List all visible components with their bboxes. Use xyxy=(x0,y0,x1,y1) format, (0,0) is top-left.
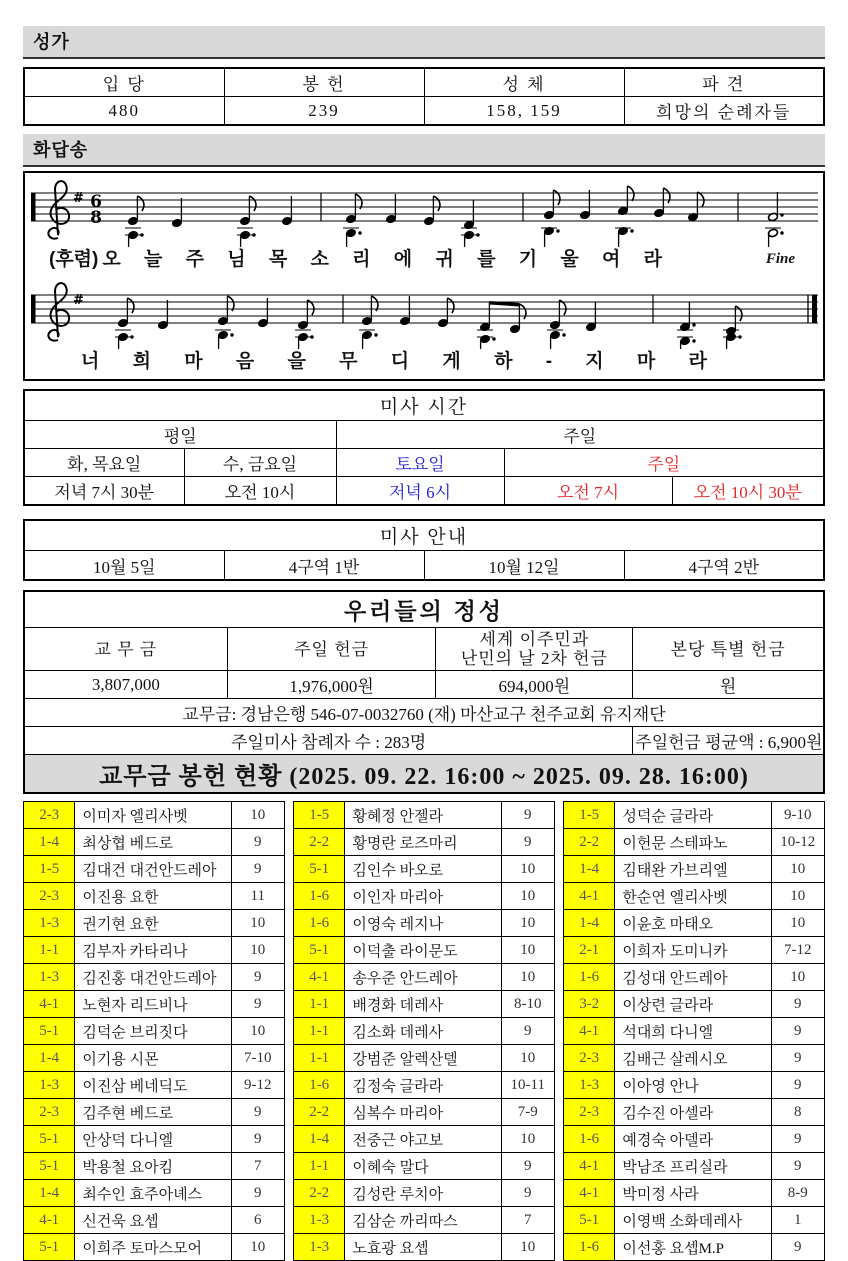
zone-cell: 5-1 xyxy=(24,1126,75,1153)
zone-cell: 2-3 xyxy=(24,883,75,910)
zone-cell: 1-6 xyxy=(294,910,345,937)
months-cell: 10 xyxy=(771,883,824,910)
zone-cell: 1-3 xyxy=(24,964,75,991)
zone-cell: 5-1 xyxy=(24,1234,75,1261)
zone-cell: 3-2 xyxy=(564,991,615,1018)
zone-cell: 1-1 xyxy=(294,1045,345,1072)
contribution-row xyxy=(294,991,555,1018)
name-cell: 이선홍 요셉M.P xyxy=(615,1234,771,1261)
hymn-offertory-number: 239 xyxy=(224,97,424,126)
months-cell: 7 xyxy=(231,1153,284,1180)
zone-cell: 5-1 xyxy=(564,1207,615,1234)
name-cell: 김주현 베드로 xyxy=(75,1099,231,1126)
name-cell: 이희자 도미니카 xyxy=(615,937,771,964)
months-cell: 9 xyxy=(771,1045,824,1072)
contribution-row xyxy=(564,991,825,1018)
name-cell: 강범준 알렉산델 xyxy=(345,1045,501,1072)
months-cell: 9 xyxy=(231,1126,284,1153)
name-cell: 이인자 마리아 xyxy=(345,883,501,910)
months-cell: 10 xyxy=(501,883,554,910)
contribution-row xyxy=(564,1153,825,1180)
head-church-dues: 교 무 금 xyxy=(24,628,227,671)
zone-cell: 5-1 xyxy=(294,856,345,883)
months-cell: 9 xyxy=(231,1180,284,1207)
contribution-row xyxy=(24,910,285,937)
contribution-row xyxy=(294,1099,555,1126)
name-cell: 노효광 요셉 xyxy=(345,1234,501,1261)
fine-marking: Fine xyxy=(765,251,795,267)
name-cell: 김소화 데레사 xyxy=(345,1018,501,1045)
contribution-row xyxy=(294,1234,555,1261)
zone-cell: 1-1 xyxy=(294,991,345,1018)
lyrics-line-1 xyxy=(25,247,823,275)
zone-cell: 2-1 xyxy=(564,937,615,964)
contribution-row xyxy=(564,1234,825,1261)
name-cell: 이영백 소화데레사 xyxy=(615,1207,771,1234)
contribution-table-1 xyxy=(23,801,285,1261)
time-tue-thu: 저녁 7시 30분 xyxy=(24,477,184,506)
months-cell: 10 xyxy=(501,910,554,937)
hymn-value-row xyxy=(24,97,824,126)
col-saturday: 토요일 xyxy=(336,449,504,477)
months-cell: 10 xyxy=(771,964,824,991)
name-cell: 전중근 야고보 xyxy=(345,1126,501,1153)
months-cell: 8-10 xyxy=(501,991,554,1018)
months-cell: 10 xyxy=(231,1234,284,1261)
zone-cell: 1-6 xyxy=(294,883,345,910)
zone-cell: 1-4 xyxy=(294,1126,345,1153)
guide-group-2: 4구역 2반 xyxy=(624,551,824,581)
zone-cell: 2-3 xyxy=(24,1099,75,1126)
months-cell: 7-10 xyxy=(231,1045,284,1072)
months-cell: 9 xyxy=(501,829,554,856)
zone-cell: 2-2 xyxy=(294,829,345,856)
contribution-row xyxy=(24,937,285,964)
contribution-row xyxy=(564,829,825,856)
months-cell: 9 xyxy=(231,991,284,1018)
value-parish-special: 원 xyxy=(633,671,824,699)
name-cell: 김대건 대건안드레아 xyxy=(75,856,231,883)
zone-cell: 1-6 xyxy=(564,964,615,991)
months-cell: 9-12 xyxy=(231,1072,284,1099)
name-cell: 노현자 리드비나 xyxy=(75,991,231,1018)
contribution-row xyxy=(24,964,285,991)
zone-cell: 1-3 xyxy=(564,1072,615,1099)
contribution-row xyxy=(294,910,555,937)
contribution-row xyxy=(294,937,555,964)
months-cell: 10 xyxy=(501,1234,554,1261)
guide-date-2: 10월 12일 xyxy=(424,551,624,581)
music-system-2 xyxy=(25,277,823,349)
contribution-row xyxy=(564,1018,825,1045)
name-cell: 박남조 프리실라 xyxy=(615,1153,771,1180)
zone-cell: 1-4 xyxy=(24,1045,75,1072)
lyrics-text-2: 너 희 마 음 을 무 디 게 하 - 지 마 라 xyxy=(81,351,721,372)
contribution-row xyxy=(24,1126,285,1153)
months-cell: 9 xyxy=(231,856,284,883)
months-cell: 11 xyxy=(231,883,284,910)
name-cell: 김부자 카타리나 xyxy=(75,937,231,964)
contribution-row xyxy=(564,1045,825,1072)
hymn-recessional-name: 희망의 순례자들 xyxy=(624,97,824,126)
months-cell: 9 xyxy=(501,1018,554,1045)
months-cell: 10 xyxy=(771,856,824,883)
months-cell: 9 xyxy=(771,1234,824,1261)
months-cell: 8-9 xyxy=(771,1180,824,1207)
mass-guide-table xyxy=(23,519,825,581)
guide-date-1: 10월 5일 xyxy=(24,551,224,581)
value-special-collection: 694,000원 xyxy=(436,671,633,699)
name-cell: 김성대 안드레아 xyxy=(615,964,771,991)
name-cell: 석대희 다니엘 xyxy=(615,1018,771,1045)
zone-cell: 1-1 xyxy=(24,937,75,964)
contribution-row xyxy=(24,1180,285,1207)
music-staff-1 xyxy=(25,175,823,247)
contribution-row xyxy=(564,1072,825,1099)
zone-cell: 4-1 xyxy=(564,1153,615,1180)
name-cell: 이헌문 스테파노 xyxy=(615,829,771,856)
zone-cell: 2-3 xyxy=(24,802,75,829)
time-sunday-late: 오전 10시 30분 xyxy=(672,477,824,506)
contribution-row xyxy=(24,829,285,856)
mass-times-table xyxy=(23,389,825,506)
months-cell: 10 xyxy=(501,964,554,991)
zone-cell: 1-3 xyxy=(294,1207,345,1234)
name-cell: 황혜정 안젤라 xyxy=(345,802,501,829)
contribution-row xyxy=(564,883,825,910)
lyrics-line-2 xyxy=(25,349,823,377)
zone-cell: 4-1 xyxy=(564,883,615,910)
contribution-table-2 xyxy=(293,801,555,1261)
zone-cell: 1-6 xyxy=(294,1072,345,1099)
contribution-row xyxy=(564,937,825,964)
attendees-count: 주일미사 참례자 수 : 283명 xyxy=(24,727,633,755)
name-cell: 한순연 엘리사벳 xyxy=(615,883,771,910)
months-cell: 10 xyxy=(231,910,284,937)
bulletin-page xyxy=(23,0,825,1261)
name-cell: 권기현 요한 xyxy=(75,910,231,937)
hymn-communion-number: 158, 159 xyxy=(424,97,624,126)
music-system-1 xyxy=(25,175,823,247)
svg-text:#: # xyxy=(73,191,84,206)
months-cell: 9 xyxy=(501,1180,554,1207)
contribution-row xyxy=(294,1153,555,1180)
contribution-row xyxy=(294,1126,555,1153)
head-parish-special: 본당 특별 헌금 xyxy=(633,628,824,671)
zone-cell: 4-1 xyxy=(564,1180,615,1207)
value-church-dues: 3,807,000 xyxy=(24,671,227,699)
months-cell: 6 xyxy=(231,1207,284,1234)
contribution-row xyxy=(24,991,285,1018)
time-wed-fri: 오전 10시 xyxy=(184,477,336,506)
months-cell: 10 xyxy=(231,802,284,829)
contribution-table-3 xyxy=(563,801,825,1261)
offerings-title: 우리들의 정성 xyxy=(24,591,824,628)
name-cell: 김태완 가브리엘 xyxy=(615,856,771,883)
months-cell: 8 xyxy=(771,1099,824,1126)
zone-cell: 2-2 xyxy=(294,1180,345,1207)
name-cell: 이기용 시몬 xyxy=(75,1045,231,1072)
col-wed-fri: 수, 금요일 xyxy=(184,449,336,477)
mass-times-title: 미사 시간 xyxy=(24,390,824,421)
svg-text:#: # xyxy=(73,293,84,308)
months-cell: 10 xyxy=(231,1018,284,1045)
col-sunday: 주일 xyxy=(504,449,824,477)
months-cell: 7-9 xyxy=(501,1099,554,1126)
zone-cell: 1-1 xyxy=(294,1018,345,1045)
months-cell: 9-10 xyxy=(771,802,824,829)
name-cell: 김성란 루치아 xyxy=(345,1180,501,1207)
name-cell: 성덕순 글라라 xyxy=(615,802,771,829)
contribution-row xyxy=(294,856,555,883)
name-cell: 이진삼 베네딕도 xyxy=(75,1072,231,1099)
contribution-row xyxy=(24,1018,285,1045)
music-staff-2 xyxy=(25,277,823,349)
contribution-row xyxy=(294,1207,555,1234)
name-cell: 김덕순 브리짓다 xyxy=(75,1018,231,1045)
hymn-col-offertory: 봉 헌 xyxy=(224,68,424,97)
months-cell: 9 xyxy=(231,829,284,856)
name-cell: 이상련 글라라 xyxy=(615,991,771,1018)
contribution-row xyxy=(24,802,285,829)
hymn-col-communion: 성 체 xyxy=(424,68,624,97)
name-cell: 김삼순 까리따스 xyxy=(345,1207,501,1234)
name-cell: 황명란 로즈마리 xyxy=(345,829,501,856)
zone-cell: 1-3 xyxy=(24,1072,75,1099)
zone-cell: 1-5 xyxy=(294,802,345,829)
time-signature-bottom: 8 xyxy=(90,208,102,228)
months-cell: 10 xyxy=(501,1126,554,1153)
name-cell: 안상덕 다니엘 xyxy=(75,1126,231,1153)
months-cell: 10 xyxy=(231,937,284,964)
zone-cell: 2-2 xyxy=(294,1099,345,1126)
contribution-row xyxy=(24,856,285,883)
contribution-row xyxy=(24,1234,285,1261)
months-cell: 10 xyxy=(501,856,554,883)
zone-cell: 1-4 xyxy=(24,1180,75,1207)
zone-cell: 1-4 xyxy=(564,856,615,883)
name-cell: 이진용 요한 xyxy=(75,883,231,910)
months-cell: 10-11 xyxy=(501,1072,554,1099)
contribution-report-title: 교무금 봉헌 현황 (2025. 09. 22. 16:00 ~ 2025. 09. 28. 16:00) xyxy=(24,755,824,794)
zone-cell: 1-3 xyxy=(294,1234,345,1261)
time-saturday: 저녁 6시 xyxy=(336,477,504,506)
hymn-section-title: 성가 xyxy=(33,32,70,52)
time-signature-top: 6 xyxy=(90,192,102,212)
guide-group-1: 4구역 1반 xyxy=(224,551,424,581)
name-cell: 이덕출 라이문도 xyxy=(345,937,501,964)
zone-cell: 5-1 xyxy=(24,1153,75,1180)
zone-cell: 1-4 xyxy=(564,910,615,937)
months-cell: 9 xyxy=(501,1153,554,1180)
bank-account-row: 교무금: 경남은행 546-07-0032760 (재) 마산교구 천주교회 유지재단 xyxy=(24,699,824,727)
weekday-group-label: 평일 xyxy=(24,421,336,449)
name-cell: 최상협 베드로 xyxy=(75,829,231,856)
contribution-row xyxy=(294,1072,555,1099)
name-cell: 김진홍 대건안드레아 xyxy=(75,964,231,991)
name-cell: 심복수 마리아 xyxy=(345,1099,501,1126)
name-cell: 김배근 살레시오 xyxy=(615,1045,771,1072)
hymn-header-row xyxy=(24,68,824,97)
contribution-row xyxy=(564,802,825,829)
zone-cell: 2-2 xyxy=(564,829,615,856)
months-cell: 9 xyxy=(771,1153,824,1180)
months-cell: 9 xyxy=(231,964,284,991)
contribution-row xyxy=(564,1207,825,1234)
months-cell: 9 xyxy=(231,1099,284,1126)
zone-cell: 4-1 xyxy=(294,964,345,991)
zone-cell: 1-5 xyxy=(564,802,615,829)
months-cell: 9 xyxy=(771,1072,824,1099)
zone-cell: 4-1 xyxy=(24,991,75,1018)
name-cell: 이미자 엘리사벳 xyxy=(75,802,231,829)
months-cell: 7-12 xyxy=(771,937,824,964)
contribution-row xyxy=(294,964,555,991)
contribution-row xyxy=(564,964,825,991)
contribution-row xyxy=(24,1045,285,1072)
contribution-row xyxy=(294,1045,555,1072)
months-cell: 10-12 xyxy=(771,829,824,856)
months-cell: 10 xyxy=(501,937,554,964)
months-cell: 9 xyxy=(771,1018,824,1045)
months-cell: 9 xyxy=(771,991,824,1018)
name-cell: 신건욱 요셉 xyxy=(75,1207,231,1234)
name-cell: 이윤호 마태오 xyxy=(615,910,771,937)
contribution-row xyxy=(294,1180,555,1207)
mass-guide-title: 미사 안내 xyxy=(24,520,824,551)
contribution-row xyxy=(294,883,555,910)
name-cell: 이아영 안나 xyxy=(615,1072,771,1099)
refrain-label: (후렴) xyxy=(49,249,99,270)
months-cell: 10 xyxy=(501,1045,554,1072)
contribution-row xyxy=(294,1018,555,1045)
zone-cell: 1-1 xyxy=(294,1153,345,1180)
name-cell: 이혜숙 말다 xyxy=(345,1153,501,1180)
offerings-table xyxy=(23,590,825,794)
time-sunday-early: 오전 7시 xyxy=(504,477,672,506)
months-cell: 1 xyxy=(771,1207,824,1234)
psalm-section-title: 화답송 xyxy=(33,140,89,160)
value-sunday-offering: 1,976,000원 xyxy=(227,671,436,699)
months-cell: 9 xyxy=(501,802,554,829)
name-cell: 김정숙 글라라 xyxy=(345,1072,501,1099)
zone-cell: 2-3 xyxy=(564,1045,615,1072)
name-cell: 김인수 바오로 xyxy=(345,856,501,883)
months-cell: 9 xyxy=(771,1126,824,1153)
psalm-section-header xyxy=(23,134,825,167)
contribution-row xyxy=(294,829,555,856)
months-cell: 10 xyxy=(771,910,824,937)
name-cell: 예경숙 아델라 xyxy=(615,1126,771,1153)
name-cell: 이희주 토마스모어 xyxy=(75,1234,231,1261)
months-cell: 7 xyxy=(501,1207,554,1234)
name-cell: 최수인 효주아녜스 xyxy=(75,1180,231,1207)
sheet-music xyxy=(23,171,825,381)
name-cell: 배경화 데레사 xyxy=(345,991,501,1018)
contribution-row xyxy=(564,910,825,937)
name-cell: 송우준 안드레아 xyxy=(345,964,501,991)
contribution-row xyxy=(24,1072,285,1099)
zone-cell: 5-1 xyxy=(24,1018,75,1045)
contribution-row xyxy=(564,1180,825,1207)
zone-cell: 5-1 xyxy=(294,937,345,964)
contribution-row xyxy=(24,1153,285,1180)
name-cell: 이영숙 레지나 xyxy=(345,910,501,937)
contribution-row xyxy=(24,883,285,910)
hymn-section-header xyxy=(23,26,825,59)
head-sunday-offering: 주일 헌금 xyxy=(227,628,436,671)
contribution-lists xyxy=(23,801,825,1261)
zone-cell: 1-6 xyxy=(564,1234,615,1261)
contribution-row xyxy=(564,1099,825,1126)
hymn-col-entrance: 입 당 xyxy=(24,68,224,97)
lyrics-text-1: 오 늘 주 님 목 소 리 에 귀 를 기 울 여 라 xyxy=(102,249,671,270)
name-cell: 박미정 사라 xyxy=(615,1180,771,1207)
contribution-row xyxy=(564,1126,825,1153)
zone-cell: 1-6 xyxy=(564,1126,615,1153)
head-special-collection: 세계 이주민과 난민의 날 2차 헌금 xyxy=(436,628,633,671)
name-cell: 박용철 요아킴 xyxy=(75,1153,231,1180)
zone-cell: 1-5 xyxy=(24,856,75,883)
average-offering: 주일헌금 평균액 : 6,900원 xyxy=(633,727,824,755)
contribution-row xyxy=(294,802,555,829)
contribution-row xyxy=(24,1099,285,1126)
col-tue-thu: 화, 목요일 xyxy=(24,449,184,477)
zone-cell: 2-3 xyxy=(564,1099,615,1126)
zone-cell: 1-4 xyxy=(24,829,75,856)
zone-cell: 1-3 xyxy=(24,910,75,937)
sunday-group-label: 주일 xyxy=(336,421,824,449)
name-cell: 김수진 아셀라 xyxy=(615,1099,771,1126)
contribution-row xyxy=(564,856,825,883)
hymn-table xyxy=(23,67,825,126)
zone-cell: 4-1 xyxy=(24,1207,75,1234)
hymn-col-recessional: 파 견 xyxy=(624,68,824,97)
hymn-entrance-number: 480 xyxy=(24,97,224,126)
contribution-row xyxy=(24,1207,285,1234)
zone-cell: 4-1 xyxy=(564,1018,615,1045)
